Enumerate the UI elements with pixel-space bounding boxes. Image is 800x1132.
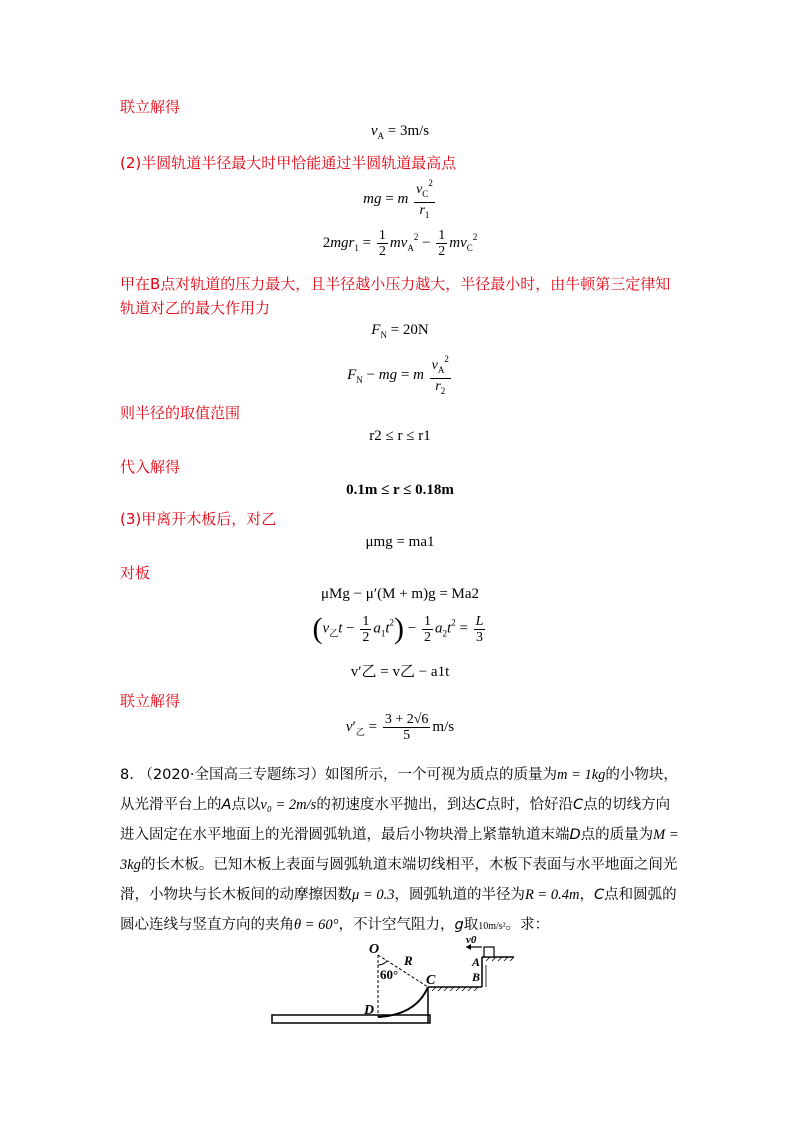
- solution-line-7: 对板: [120, 564, 151, 582]
- problem-figure: [266, 935, 526, 1030]
- label-c: C: [426, 973, 436, 988]
- equation-displacement: ($v_乙t$ − $\frac{1}{2}$ $a_1t^2$) − $\frac{1}{2}$ $a_2t^2$ = $\frac{L}{3}$: [312, 612, 484, 645]
- long-board: [272, 1015, 430, 1023]
- equation-final-velocity: $v'_乙$ = $\frac{3 + 2√6}{5}$ m/s: [345, 712, 455, 743]
- equation-board: μMg − μ′(M + m)g = Ma2: [320, 586, 480, 602]
- label-r: R: [404, 953, 413, 968]
- label-o: O: [369, 942, 380, 957]
- problem-text: 。求：: [505, 917, 550, 933]
- solution-line-6: (3)甲离开木板后，对乙: [120, 510, 277, 528]
- label-v0: v0: [466, 935, 477, 946]
- friction-coefficient-value: μ = 0.3: [352, 887, 395, 903]
- equation-fn-minimum-radius: $F_N$ − mg = m $\frac{v_A^2}{r_2}$: [347, 354, 449, 396]
- problem-text: 如图所示，一个可视为质点的质量为: [324, 767, 557, 783]
- problem-text: 取: [463, 917, 479, 933]
- problem-text: ，: [579, 887, 594, 903]
- problem-number: 8.: [120, 767, 134, 783]
- point-label: C: [593, 887, 605, 903]
- label-a: A: [472, 955, 481, 969]
- equation-centripetal-top: mg = m $\frac{v_C^2}{r_1}$: [363, 178, 433, 220]
- solution-line-1: 联立解得: [120, 98, 181, 116]
- problem-text: 点的质量为: [580, 827, 654, 843]
- problem-text: 的小物块，从光滑平台上的: [120, 767, 678, 813]
- gravity-symbol: g: [454, 917, 464, 933]
- angle-value: θ = 60°: [294, 917, 339, 933]
- label-b: B: [472, 970, 481, 984]
- equation-radius-result: 0.1m ≤ r ≤ 0.18m: [346, 482, 454, 498]
- gravity-value: 10m/s²: [478, 921, 506, 932]
- problem-text: 的长木板。已知木板上表面与圆弧轨道末端切线相平，木板下表面与水平地面之间光滑，小物块与长木板间的动摩擦因数: [120, 857, 678, 903]
- point-label: C: [572, 797, 584, 813]
- arc-track: [378, 987, 428, 1017]
- equation-fn: $F_N = 20N$: [371, 322, 429, 340]
- board-mass-value: M = 3kg: [120, 827, 679, 873]
- point-label: D: [569, 827, 581, 843]
- mass-value: m = 1kg: [556, 767, 606, 783]
- equation-va: $v_A = 3m/s$: [370, 123, 430, 141]
- equation-friction-block: μmg = ma1: [365, 534, 435, 550]
- solution-line-3: 甲在B点对轨道的压力最大，且半径越小压力越大，半径最小时，由牛顿第三定律知轨道对乙的最大作用力: [120, 275, 671, 317]
- problem-text: 点时，恰好沿: [485, 797, 573, 813]
- equation-radius-range: r2 ≤ r ≤ r1: [369, 428, 431, 444]
- angle-arc: [378, 961, 387, 965]
- label-d: D: [364, 1003, 375, 1018]
- problem-text: 点和圆弧的圆心连线与竖直方向的夹角: [120, 887, 677, 933]
- problem-text: 点的切线方向进入固定在水平地面上的光滑圆弧轨道，最后小物块滑上紧靠轨道末端: [120, 797, 671, 843]
- problem-source: （2020·全国高三专题练习）: [138, 767, 325, 783]
- problem-text: 点以: [231, 797, 261, 813]
- solution-line-4: 则半径的取值范围: [120, 404, 241, 422]
- label-angle: 60°: [380, 967, 399, 982]
- problem-8-text: [120, 760, 682, 942]
- solution-line-2: (2)半圆轨道半径最大时甲恰能通过半圆轨道最高点: [120, 154, 457, 172]
- point-label: C: [475, 797, 486, 813]
- equation-velocity-relation: v′乙 = v乙 − a1t: [350, 664, 450, 680]
- initial-velocity-value: v₀ = 2m/s: [260, 797, 317, 813]
- problem-text: ，不计空气阻力，: [338, 917, 455, 933]
- solution-line-5: 代入解得: [120, 458, 181, 476]
- problem-text: ，圆弧轨道的半径为: [394, 887, 525, 903]
- problem-text: 的初速度水平抛出，到达: [316, 797, 476, 813]
- point-label: A: [221, 797, 232, 813]
- radius-value: R = 0.4m: [524, 887, 580, 903]
- solution-line-8: 联立解得: [120, 692, 181, 710]
- block: [484, 947, 494, 957]
- equation-energy: 2mgr$_1$ = $\frac{1}{2}$ $mv_A^2$ − $\frac{1}{2}$ $mv_C^2$: [322, 228, 478, 259]
